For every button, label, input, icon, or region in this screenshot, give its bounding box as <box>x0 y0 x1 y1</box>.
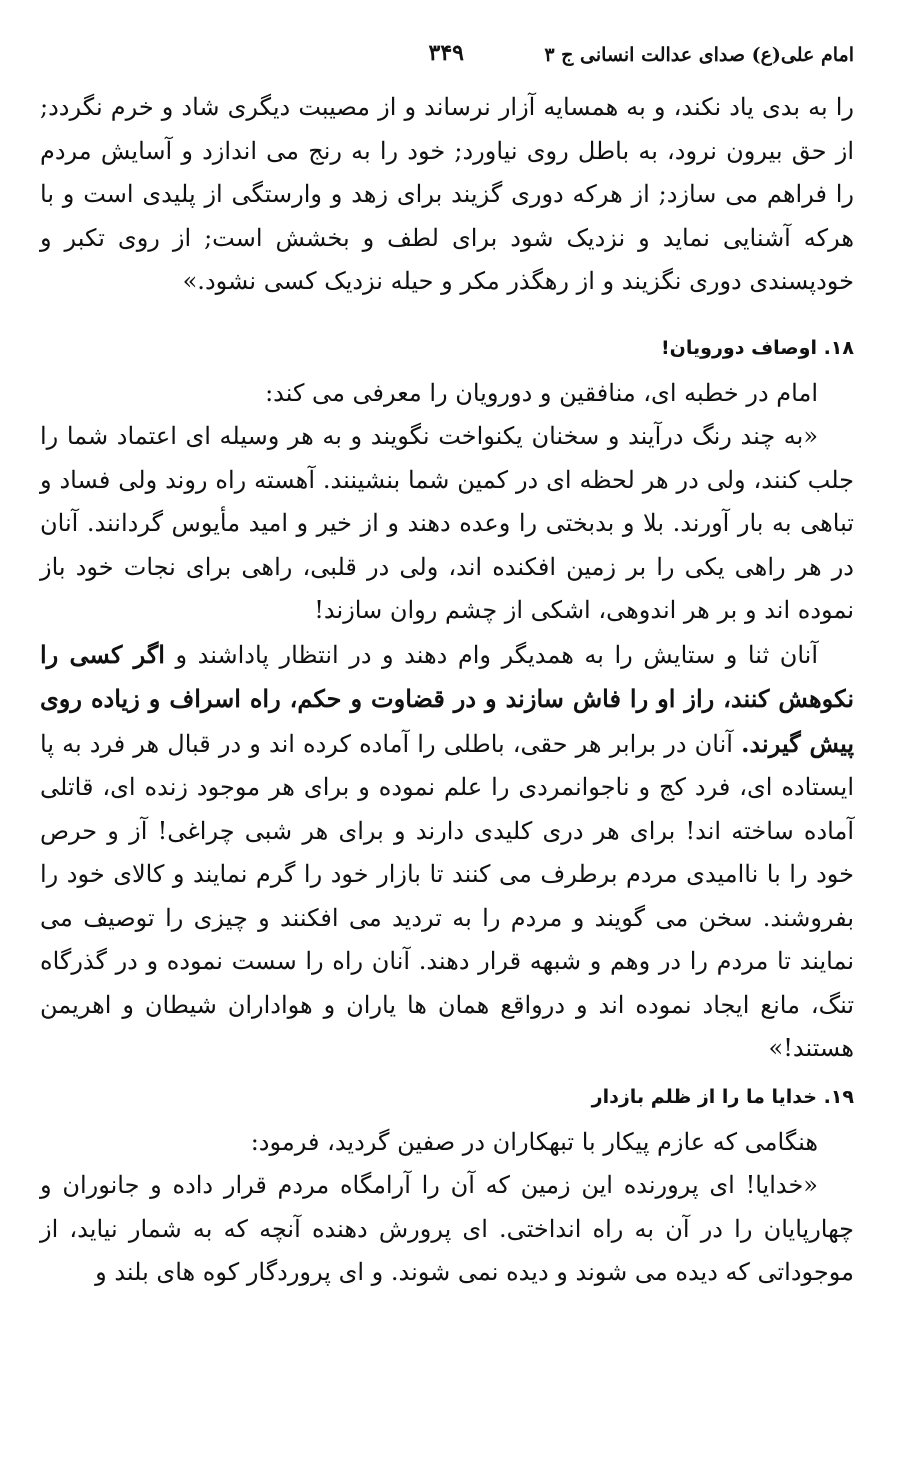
book-title: امام علی(ع) صدای عدالت انسانی ج ۳ <box>544 44 854 66</box>
body-text <box>40 86 854 1295</box>
emphasized-text: اگر کسی را نکوهش کنند، راز او را فاش سازند و در قضاوت و حکم، راه اسراف و زیاده روی پیش گیرند. <box>40 639 854 758</box>
section-19-intro: هنگامی که عازم پیکار با تبهکاران در صفین گردید، فرمود: <box>250 1127 818 1156</box>
section-19-quote-paragraph-1: «خدایا! ای پرورنده این زمین که آن را آرامگاه مردم قرار داده و جانوران و چهارپایان را در آن به راه انداختی. ای پرورش دهنده آنچه که به شمار نیاید، از موجوداتی که دیده می شوند و دیده نمی شوند. و ای پروردگار کوه های بلند و <box>40 1171 854 1286</box>
paragraph-text: آنان ثنا و ستایش را به همدیگر وام دهند و در انتظار پاداشند و <box>175 640 818 669</box>
spacer <box>40 304 854 322</box>
section-heading-18: ۱۸. اوصاف دورویان! <box>661 336 854 359</box>
paragraph-continued: را به بدی یاد نکند، و به همسایه آزار نرساند و از مصیبت دیگری شاد و خرم نگردد; از حق بیرون نرود، به باطل روی نیاورد; خود را به رنج می اندازد و آسایش مردم را فراهم می سازد; از هرکه دوری گزیند برای زهد و وارستگی از پلیدی است و با هرکه آشنایی نماید و نزدیک شود برای لطف و بخشش است; از روی تکبر و خودپسندی دوری نگزیند و از رهگذر مکر و حیله نزدیک کسی نشود.» <box>40 93 855 295</box>
running-header <box>40 38 854 74</box>
page-number: ۳۴۹ <box>428 40 464 66</box>
paragraph-text: آنان در برابر هر حقی، باطلی را آماده کرده اند و در قبال هر فرد به پا ایستاده ای، فرد کج و ناجوانمردی را علم نموده و برای هر موجود زنده ای، قاتلی آماده ساخته اند! برای هر دری کلیدی دارند و برای هر شبی چراغی! آز و حرص خود را با ناامیدی مردم برطرف می کنند تا بازار خود را گرم نمایند و کالای خود را بفروشند. سخن می گویند و مردم را به تردید می افکنند و چیزی را توصیف می نمایند تا مردم را در وهم و شبهه قرار دهند. آنان راه را سست نموده و در گذرگاه تنگ، مانع ایجاد نموده اند و درواقع همان ها یاران و هواداران شیطان و اهریمن هستند!» <box>40 729 855 1062</box>
section-18-intro: امام در خطبه ای، منافقین و دورویان را معرفی می کند: <box>265 378 818 407</box>
section-18-quote-paragraph-1: «به چند رنگ درآیند و سخنان یکنواخت نگویند و به هر وسیله ای اعتماد شما را جلب کنند، ولی در هر لحظه ای در کمین شما بنشینند. آهسته راه روند ولی فساد و تباهی به بار آورند. بلا و بدبختی را وعده دهند و از خیر و امید مأیوس گردانند. آنان در هر راهی یکی را بر زمین افکنده اند، ولی در قلبی، راهی برای نجات خود باز نموده اند و بر هر اندوهی، اشکی از چشم روان سازند! <box>40 422 854 624</box>
section-heading-19: ۱۹. خدایا ما را از ظلم بازدار <box>591 1085 854 1108</box>
section-18-quote-paragraph-2 <box>40 633 854 1071</box>
